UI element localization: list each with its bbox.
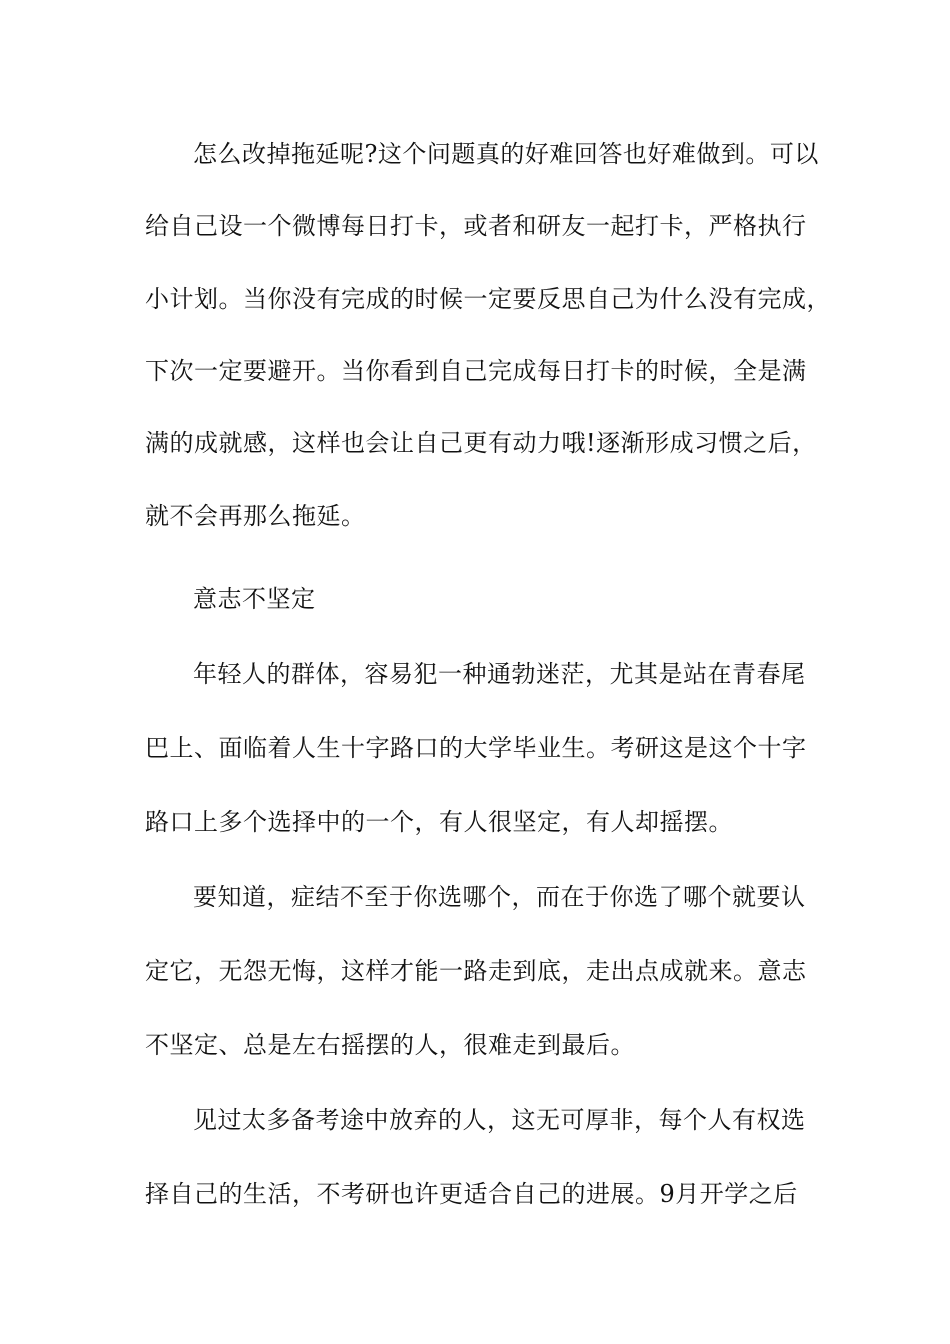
paragraph-2-line-1: 年轻人的群体，容易犯一种通勃迷茫，尤其是站在青春尾 (193, 660, 806, 688)
paragraph-1-line-3: 小计划。当你没有完成的时候一定要反思自己为什么没有完成， (145, 285, 831, 313)
paragraph-1-line-4: 下次一定要避开。当你看到自己完成每日打卡的时候，全是满 (145, 357, 807, 385)
paragraph-4-line-1: 见过太多备考途中放弃的人，这无可厚非，每个人有权选 (193, 1106, 806, 1134)
paragraph-2-line-2: 巴上、面临着人生十字路口的大学毕业生。考研这是这个十字 (145, 734, 807, 762)
paragraph-1-line-1: 怎么改掉拖延呢?这个问题真的好难回答也好难做到。可以 (193, 140, 819, 168)
paragraph-4-line-2: 择自己的生活，不考研也许更适合自己的进展。9月开学之后 (145, 1180, 798, 1208)
section-heading: 意志不坚定 (193, 585, 316, 613)
paragraph-1-line-5: 满的成就感，这样也会让自己更有动力哦!逐渐形成习惯之后， (145, 429, 817, 457)
paragraph-3-line-3: 不坚定、总是左右摇摆的人，很难走到最后。 (145, 1031, 635, 1059)
paragraph-1-line-6: 就不会再那么拖延。 (145, 502, 366, 530)
paragraph-1-line-2: 给自己设一个微博每日打卡，或者和研友一起打卡，严格执行 (145, 212, 807, 240)
paragraph-3-line-2: 定它，无怨无悔，这样才能一路走到底，走出点成就来。意志 (145, 957, 807, 985)
paragraph-3-line-1: 要知道，症结不至于你选哪个，而在于你选了哪个就要认 (193, 883, 806, 911)
paragraph-2-line-3: 路口上多个选择中的一个，有人很坚定，有人却摇摆。 (145, 808, 733, 836)
